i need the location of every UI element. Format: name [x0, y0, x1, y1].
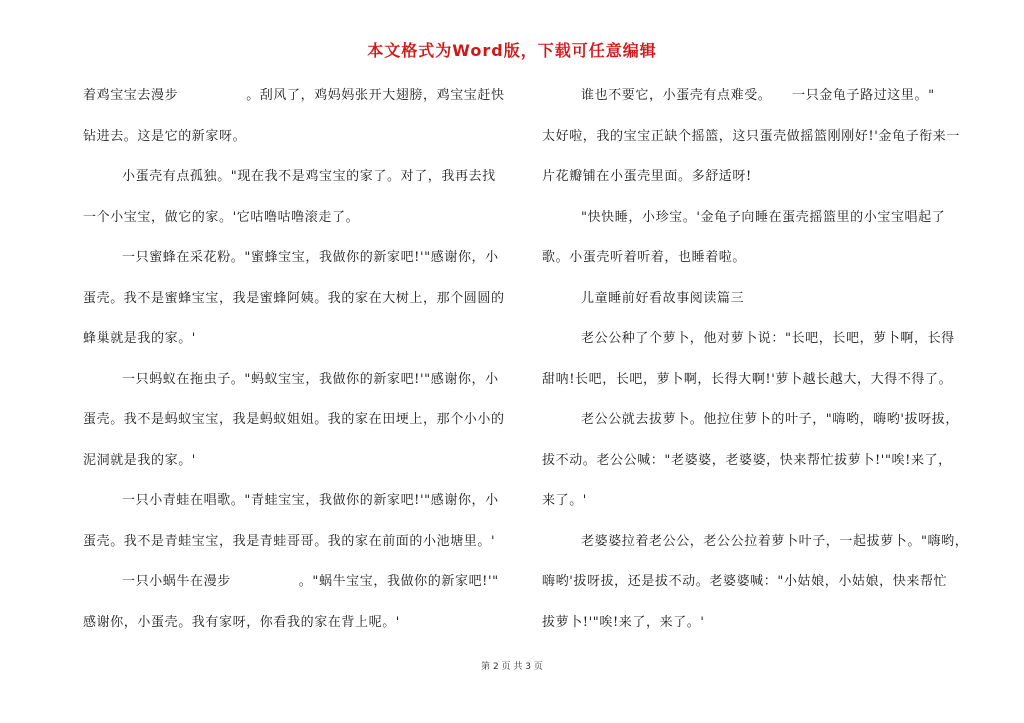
text-line: 来了。' — [542, 493, 587, 508]
text-line: 老公公种了个萝卜，他对萝卜说："长吧，长吧，萝卜啊，长得 — [581, 331, 955, 346]
text-line: "快快睡，小珍宝。'金龟子向睡在蛋壳摇篮里的小宝宝唱起了 — [581, 209, 946, 225]
text-line: 拔不动。老公公喊："老婆婆，老婆婆，快来帮忙拔萝卜!'"唉!来了， — [542, 452, 952, 468]
text-line: 蛋壳。我不是蚂蚁宝宝，我是蚂蚁姐姐。我的家在田埂上，那个小小的 — [83, 412, 505, 427]
text-line: 甜呐!长吧，长吧，萝卜啊，长得大啊!'萝卜越长越大，大得不得了。 — [542, 371, 953, 387]
text-line: 一只蜜蜂在采花粉。"蜜蜂宝宝，我做你的新家吧!'"感谢你，小 — [122, 250, 499, 265]
text-line: 一个小宝宝，做它的家。'它咕噜咕噜滚走了。 — [83, 209, 360, 225]
document-header-title: 本文格式为Word版，下载可任意编辑 — [367, 41, 657, 60]
text-line: 老婆婆拉着老公公，老公公拉着萝卜叶子，一起拔萝卜。"嗨哟， — [581, 533, 969, 549]
text-line: 钻进去。这是它的新家呀。 — [83, 128, 247, 144]
text-line: 嗨哟'拔呀拔，还是拔不动。老婆婆喊："小姑娘，小姑娘，快来帮忙 — [542, 574, 948, 589]
text-line: 歌。小蛋壳听着听着，也睡着啦。 — [542, 250, 747, 265]
text-line: 谁也不要它，小蛋壳有点难受。 一只金龟子路过这里。" — [581, 88, 935, 103]
text-line: 蜂巢就是我的家。' — [83, 331, 196, 346]
text-line: 着鸡宝宝去漫步 。刮风了，鸡妈妈张开大翅膀，鸡宝宝赶快 — [83, 88, 505, 103]
text-line: 蛋壳。我不是青蛙宝宝，我是青蛙哥哥。我的家在前面的小池塘里。' — [83, 533, 496, 549]
text-line: 太好啦，我的宝宝正缺个摇篮，这只蛋壳做摇篮刚刚好!'金龟子衔来一 — [542, 128, 960, 144]
text-line: 感谢你，小蛋壳。我有家呀，你看我的家在背上呢。' — [83, 614, 400, 630]
text-line: 小蛋壳有点孤独。"现在我不是鸡宝宝的家了。对了，我再去找 — [122, 169, 496, 184]
text-line: 泥洞就是我的家。' — [83, 452, 196, 468]
right-text-column — [542, 76, 969, 643]
text-line: 一只小蜗牛在漫步 。"蜗牛宝宝，我做你的新家吧!'" — [122, 574, 499, 589]
text-line: 老公公就去拔萝卜。他拉住萝卜的叶子，"嗨哟，嗨哟'拔呀拔， — [581, 412, 959, 427]
text-line: 儿童睡前好看故事阅读篇三 — [581, 290, 745, 306]
page-number-footer: 第 2 页 共 3 页 — [481, 662, 543, 672]
text-line: 蛋壳。我不是蜜蜂宝宝，我是蜜蜂阿姨。我的家在大树上，那个圆圆的 — [83, 290, 505, 306]
text-line: 片花瓣铺在小蛋壳里面。多舒适呀! — [542, 169, 752, 184]
text-line: 一只蚂蚁在拖虫子。"蚂蚁宝宝，我做你的新家吧!'"感谢你，小 — [122, 371, 499, 387]
left-text-column — [83, 76, 505, 643]
text-line: 拔萝卜!'"唉!来了，来了。' — [542, 614, 705, 630]
text-line: 一只小青蛙在唱歌。"青蛙宝宝，我做你的新家吧!'"感谢你，小 — [122, 493, 499, 508]
